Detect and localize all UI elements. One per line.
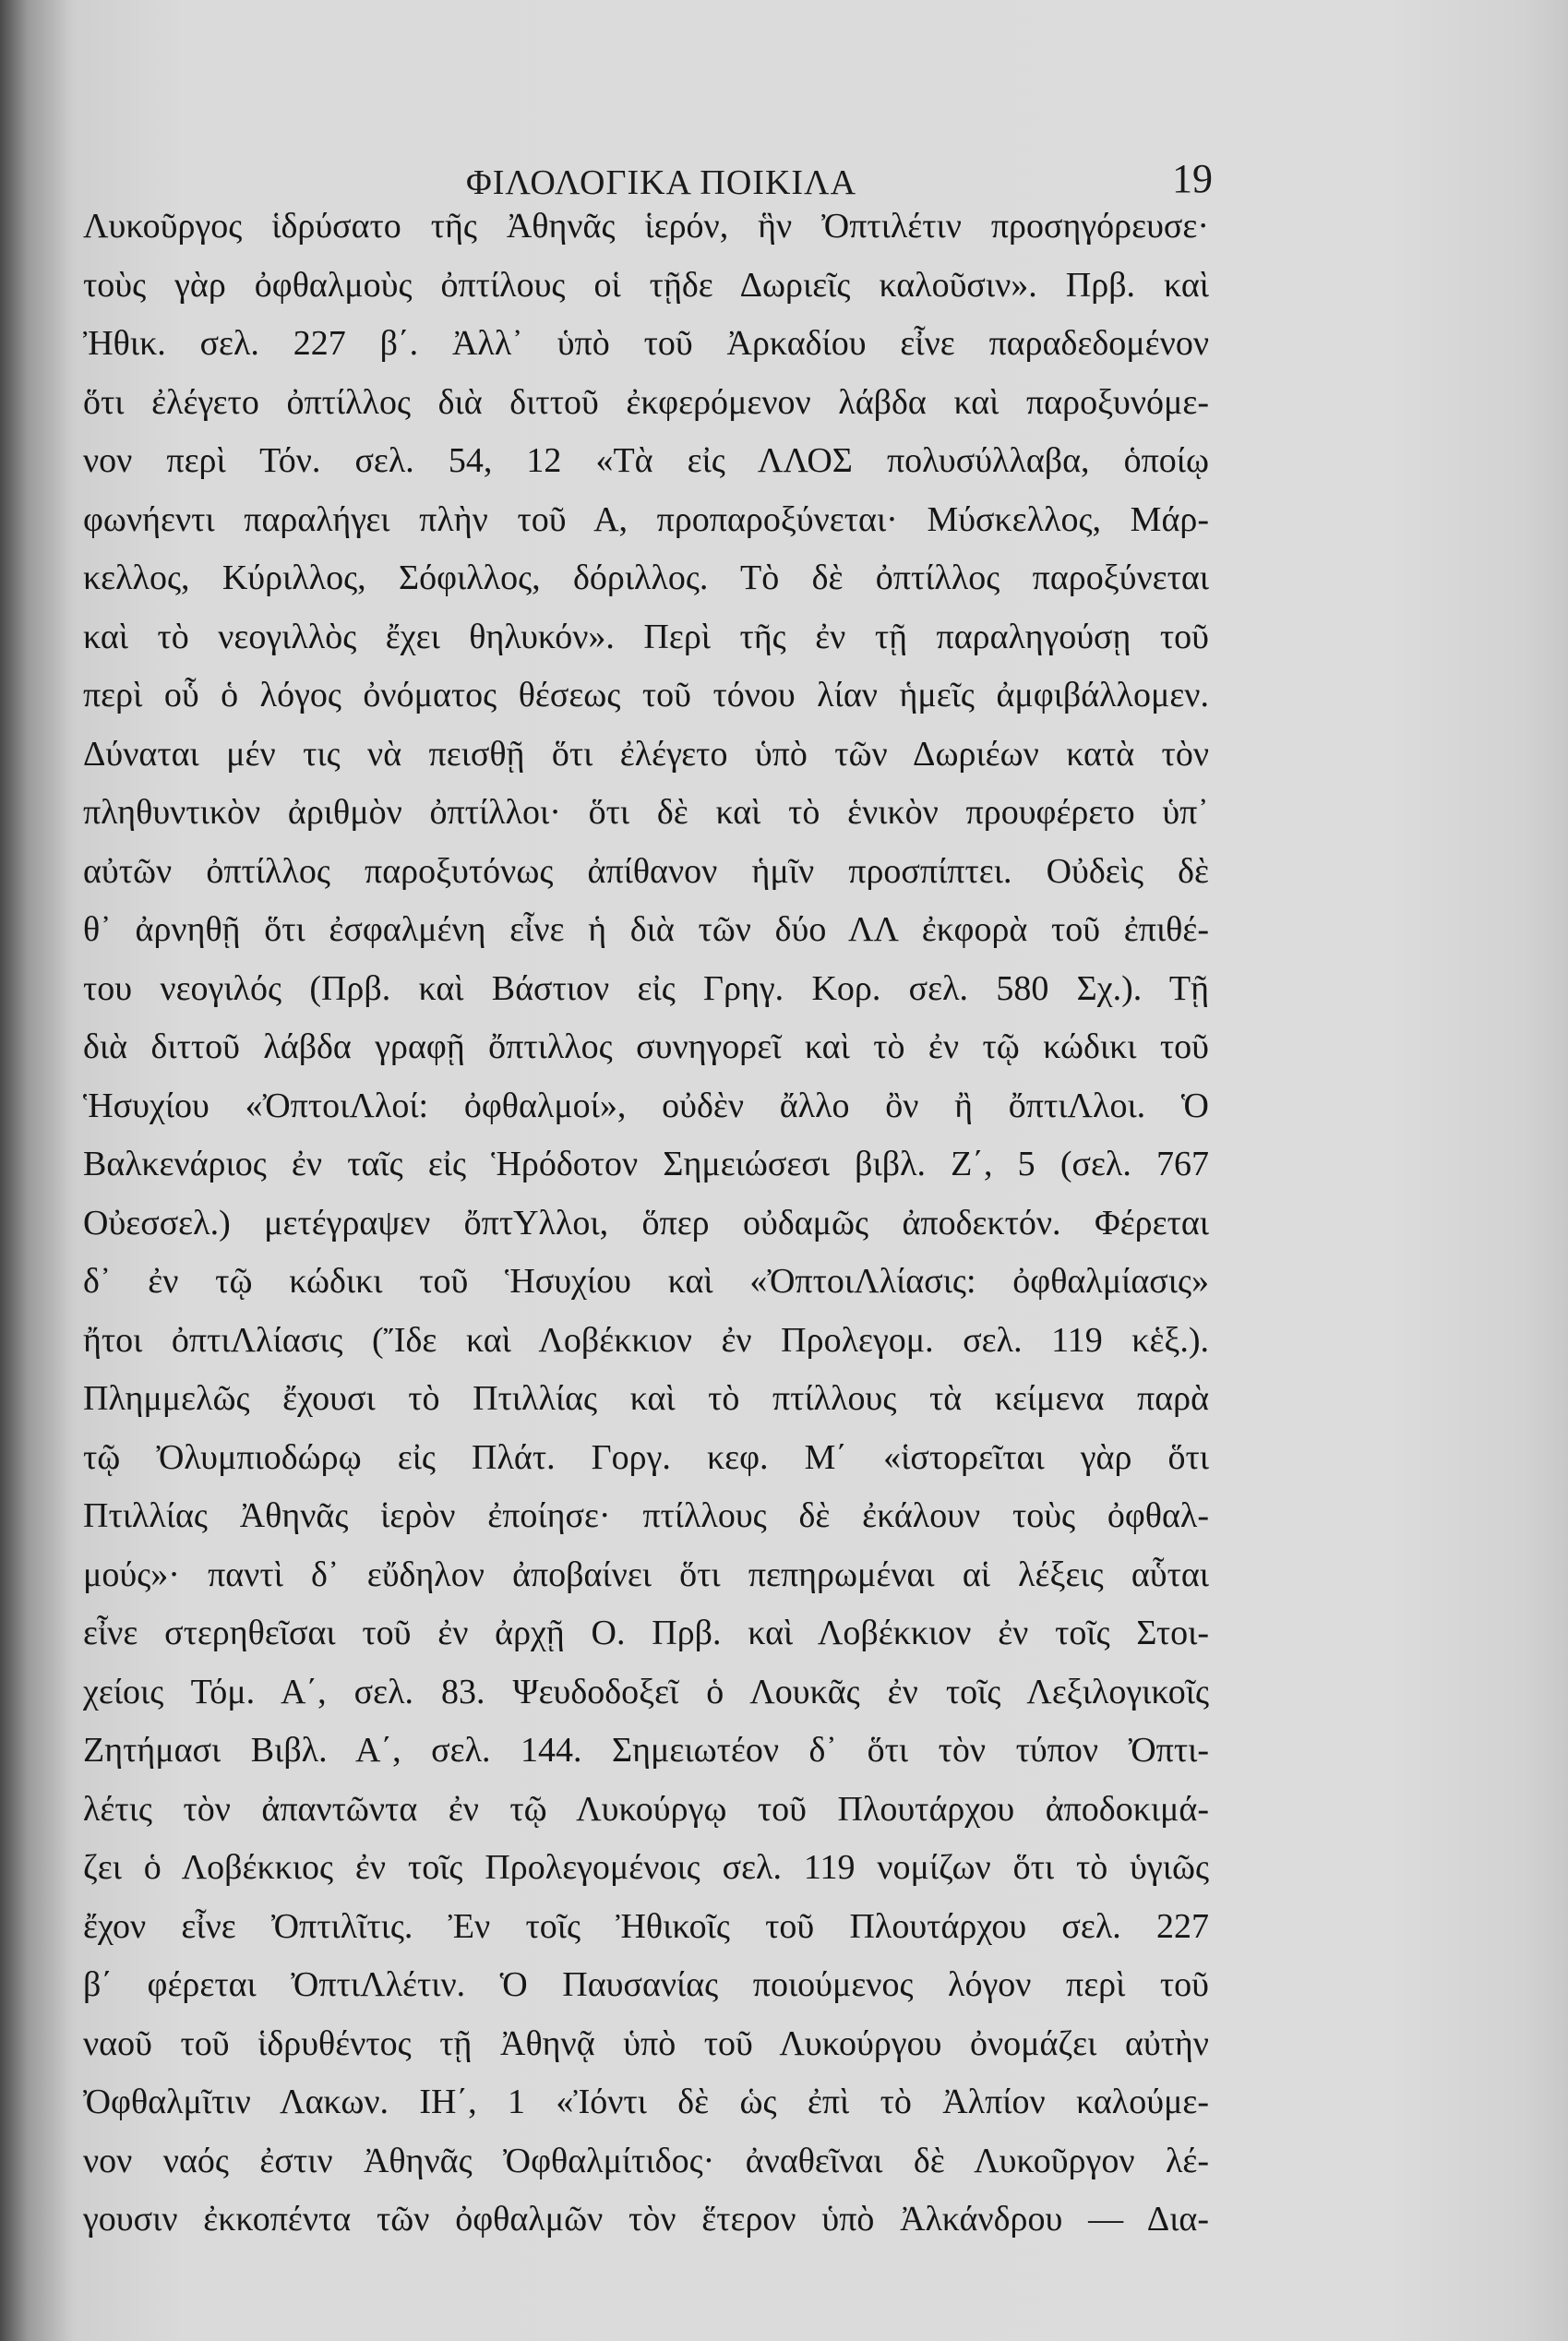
text-line: δ᾽ ἐν τῷ κώδικι τοῦ Ἡσυχίου καὶ «ὈπτοιΛλίασις: ὀφθαλμίασις» — [83, 1262, 1209, 1301]
page-number: 19 — [1172, 156, 1213, 201]
text-line: τῷ Ὀλυμπιοδώρῳ εἰς Πλάτ. Γοργ. κεφ. Μ΄ «ἱστορεῖται γὰρ ὅτι — [83, 1437, 1209, 1477]
text-line: φωνήεντι παραλήγει πλὴν τοῦ Α, προπαροξύνεται· Μύσκελλος, Μάρ- — [83, 499, 1209, 539]
text-line: Λυκοῦργος ἱδρύσατο τῆς Ἀθηνᾶς ἱερόν, ἣν Ὀπτιλέτιν προσηγόρευσε· — [83, 207, 1209, 246]
text-line: ἔχον εἶνε Ὀπτιλῖτις. Ἐν τοῖς Ἠθικοῖς τοῦ Πλουτάρχου σελ. 227 — [83, 1906, 1209, 1946]
text-line: ζει ὁ Λοβέκκιος ἐν τοῖς Προλεγομένοις σελ. 119 νομίζων ὅτι τὸ ὑγιῶς — [83, 1848, 1209, 1887]
body-text — [83, 198, 1209, 2250]
text-line: ναοῦ τοῦ ἱδρυθέντος τῇ Ἀθηνᾷ ὑπὸ τοῦ Λυκούργου ὀνομάζει αὐτὴν — [83, 2023, 1209, 2063]
text-line: Δύναται μέν τις νὰ πεισθῇ ὅτι ἐλέγετο ὑπὸ τῶν Δωριέων κατὰ τὸν — [83, 734, 1209, 774]
text-line: Πλημμελῶς ἔχουσι τὸ Πτιλλίας καὶ τὸ πτίλλους τὰ κείμενα παρὰ — [83, 1379, 1209, 1418]
text-line: πληθυντικὸν ἀριθμὸν ὀπτίλλοι· ὅτι δὲ καὶ τὸ ἑνικὸν προυφέρετο ὑπ᾽ — [83, 793, 1209, 832]
text-line: Ζητήμασι Βιβλ. Α΄, σελ. 144. Σημειωτέον δ᾽ ὅτι τὸν τύπον Ὀπτι- — [83, 1731, 1209, 1770]
text-line: περὶ οὗ ὁ λόγος ὀνόματος θέσεως τοῦ τόνου λίαν ἡμεῖς ἀμφιβάλλομεν. — [83, 676, 1209, 714]
text-line: διὰ διττοῦ λάβδα γραφῇ ὄπτιλλος συνηγορεῖ καὶ τὸ ἐν τῷ κώδικι τοῦ — [83, 1027, 1209, 1066]
text-line: λέτις τὸν ἀπαντῶντα ἐν τῷ Λυκούργῳ τοῦ Πλουτάρχου ἀποδοκιμά- — [83, 1789, 1209, 1829]
text-line: νον περὶ Τόν. σελ. 54, 12 «Τὰ εἰς ΛΛΟΣ πολυσύλλαβα, ὁποίῳ — [83, 441, 1209, 480]
text-line: Πτιλλίας Ἀθηνᾶς ἱερὸν ἐποίησε· πτίλλους δὲ ἐκάλουν τοὺς ὀφθαλ- — [83, 1496, 1209, 1535]
text-line: ἤτοι ὀπτιΛλίασις (Ἴδε καὶ Λοβέκκιον ἐν Προλεγομ. σελ. 119 κἑξ.). — [83, 1320, 1209, 1360]
text-line: κελλος, Κύριλλος, Σόφιλλος, δόριλλος. Τὸ δὲ ὀπτίλλος παροξύνεται — [83, 558, 1209, 597]
text-line: ὅτι ἐλέγετο ὀπτίλλος διὰ διττοῦ ἐκφερόμενον λάβδα καὶ παροξυνόμε- — [83, 382, 1209, 422]
text-line: νον ναός ἐστιν Ἀθηνᾶς Ὀφθαλμίτιδος· ἀναθεῖναι δὲ Λυκοῦργον λέ- — [83, 2141, 1209, 2180]
running-title: ΦΙΛΟΛΟΓΙΚΑ ΠΟΙΚΙΛΑ — [466, 163, 857, 202]
text-line: του νεογιλός (Πρβ. καὶ Βάστιον εἰς Γρηγ. Κορ. σελ. 580 Σχ.). Τῇ — [83, 968, 1209, 1008]
text-line: Βαλκενάριος ἐν ταῖς εἰς Ἡρόδοτον Σημειώσεσι βιβλ. Ζ΄, 5 (σελ. 767 — [83, 1145, 1209, 1183]
text-line: εἶνε στερηθεῖσαι τοῦ ἐν ἀρχῇ Ο. Πρβ. καὶ Λοβέκκιον ἐν τοῖς Στοι- — [83, 1614, 1209, 1652]
text-line: χείοις Τόμ. Α΄, σελ. 83. Ψευδοδοξεῖ ὁ Λουκᾶς ἐν τοῖς Λεξιλογικοῖς — [83, 1672, 1209, 1711]
text-line: θ᾽ ἀρνηθῇ ὅτι ἐσφαλμένη εἶνε ἡ διὰ τῶν δύο ΛΛ ἐκφορὰ τοῦ ἐπιθέ- — [83, 910, 1209, 949]
text-line: Ἠθικ. σελ. 227 β΄. Ἀλλ᾽ ὑπὸ τοῦ Ἀρκαδίου εἶνε παραδεδομένον — [83, 324, 1209, 363]
text-line: β΄ φέρεται ὈπτιΛλέτιν. Ὁ Παυσανίας ποιούμενος λόγον περὶ τοῦ — [83, 1965, 1209, 2004]
text-line: καὶ τὸ νεογιλλὸς ἔχει θηλυκόν». Περὶ τῆς ἐν τῇ παραληγούσῃ τοῦ — [83, 617, 1209, 656]
text-line: Ὀφθαλμῖτιν Λακων. ΙΗ΄, 1 «Ἰόντι δὲ ὡς ἐπὶ τὸ Ἀλπίον καλούμε- — [83, 2083, 1209, 2121]
text-line: γουσιν ἐκκοπέντα τῶν ὀφθαλμῶν τὸν ἕτερον ὑπὸ Ἀλκάνδρου — Δια- — [83, 2200, 1209, 2239]
text-line: τοὺς γὰρ ὀφθαλμοὺς ὀπτίλους οἱ τῇδε Δωριεῖς καλοῦσιν». Πρβ. καὶ — [83, 265, 1209, 305]
text-line: αὐτῶν ὀπτίλλος παροξυτόνως ἀπίθανον ἡμῖν προσπίπτει. Οὐδεὶς δὲ — [83, 851, 1209, 891]
text-line: Ἡσυχίου «ὈπτοιΛλοί: ὀφθαλμοί», οὐδὲν ἄλλο ὂν ἢ ὄπτιΛλοι. Ὁ — [83, 1086, 1209, 1125]
text-line: Οὐεσσελ.) μετέγραψεν ὄπτΥλλοι, ὅπερ οὐδαμῶς ἀποδεκτόν. Φέρεται — [83, 1203, 1209, 1243]
text-line: μούς»· παντὶ δ᾽ εὔδηλον ἀποβαίνει ὅτι πεπηρωμέναι αἱ λέξεις αὗται — [83, 1555, 1209, 1594]
